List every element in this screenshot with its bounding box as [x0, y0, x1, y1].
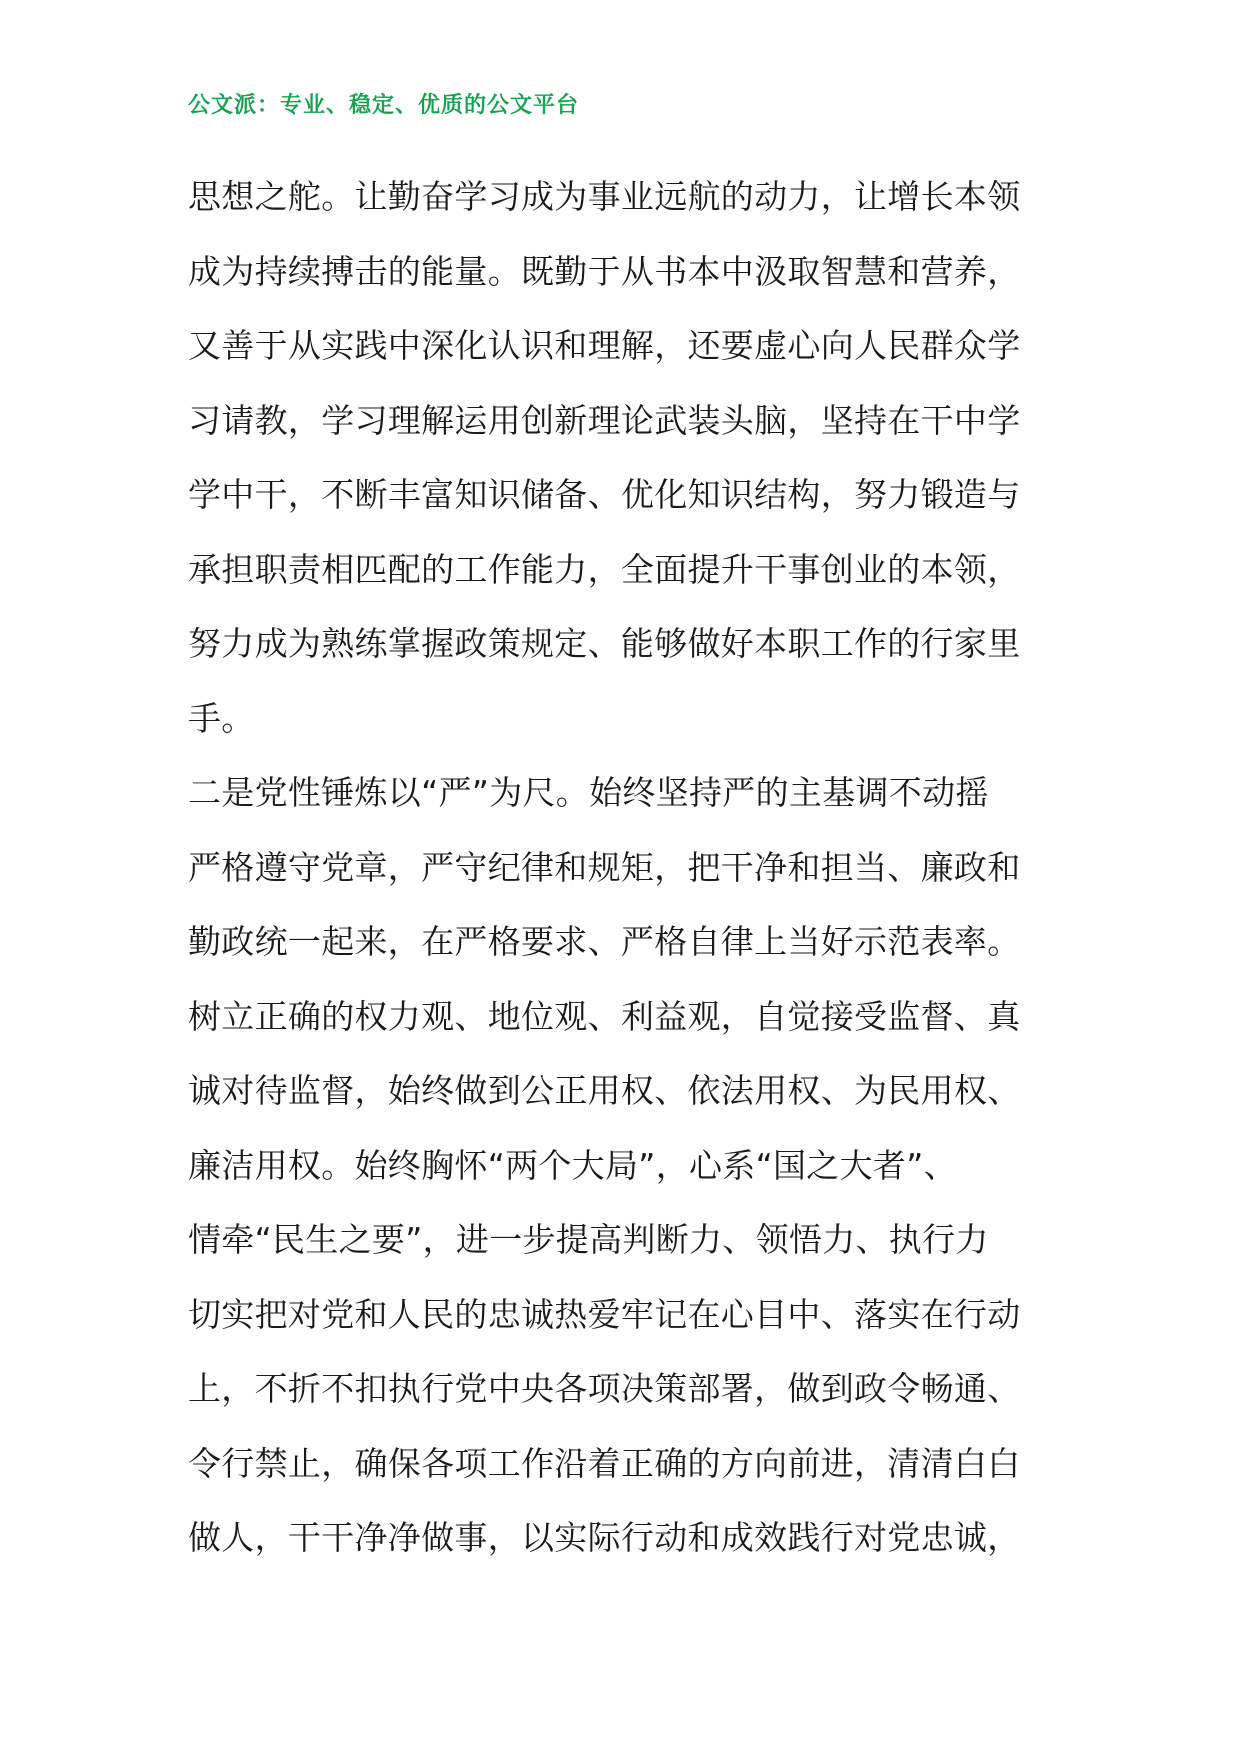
- paragraph-1: [188, 160, 1058, 756]
- text-line: 上，不折不扣执行党中央各项决策部署，做到政令畅通、: [188, 1369, 1021, 1408]
- text-line: 学中干，不断丰富知识储备、优化知识结构，努力锻造与: [188, 475, 1021, 514]
- text-line: 又善于从实践中深化认识和理解，还要虚心向人民群众学: [188, 326, 1021, 365]
- page-header: 公文派：专业、稳定、优质的公文平台: [188, 93, 580, 118]
- text-line: 树立正确的权力观、地位观、利益观，自觉接受监督、真: [188, 996, 1021, 1036]
- document-body: [188, 160, 1058, 1576]
- text-line: 努力成为熟练掌握政策规定、能够做好本职工作的行家里: [188, 624, 1021, 663]
- text-line: 二是党性锤炼以“严”为尺。始终坚持严的主基调不动摇: [188, 773, 989, 812]
- text-line: 习请教，学习理解运用创新理论武装头脑，坚持在干中学: [188, 400, 1021, 440]
- text-line: 成为持续搏击的能量。既勤于从书本中汲取智慧和营养，: [188, 251, 1021, 291]
- text-line: 诚对待监督，始终做到公正用权、依法用权、为民用权、: [188, 1071, 1021, 1110]
- paragraph-2: [188, 756, 1058, 1576]
- text-line: 情牵“民生之要”，进一步提高判断力、领悟力、执行力: [188, 1220, 989, 1259]
- text-line: 承担职责相匹配的工作能力，全面提升干事创业的本领，: [188, 549, 1021, 589]
- text-line: 做人，干干净净做事，以实际行动和成效践行对党忠诚，: [188, 1518, 1021, 1557]
- text-line: 令行禁止，确保各项工作沿着正确的方向前进，清清白白: [188, 1443, 1021, 1483]
- text-line: 手。: [188, 698, 255, 738]
- text-line: 勤政统一起来，在严格要求、严格自律上当好示范表率。: [188, 922, 1021, 961]
- text-line: 切实把对党和人民的忠诚热爱牢记在心目中、落实在行动: [188, 1294, 1021, 1334]
- text-line: 严格遵守党章，严守纪律和规矩，把干净和担当、廉政和: [188, 847, 1021, 887]
- text-line: 思想之舵。让勤奋学习成为事业远航的动力，让增长本领: [188, 177, 1021, 216]
- text-line: 廉洁用权。始终胸怀“两个大局”，心系“国之大者”、: [188, 1145, 957, 1185]
